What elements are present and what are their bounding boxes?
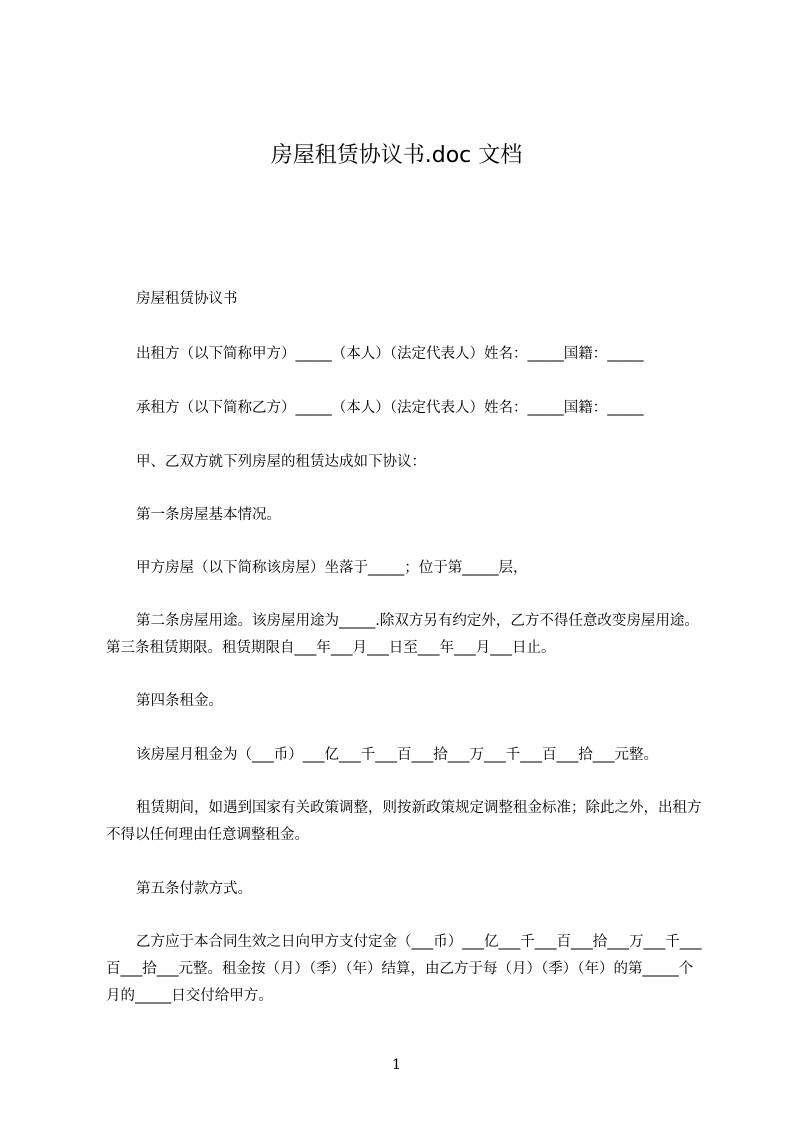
paragraph-rent-adjustment: 租赁期间，如遇到国家有关政策调整，则按新政策规定调整租金标准；除此之外，出租方不得以任何理由任意调整租金。 <box>106 800 702 843</box>
page-number: 1 <box>392 1057 401 1073</box>
paragraph-heading: 房屋租赁协议书 <box>136 291 238 307</box>
paragraph-lessee: 承租方（以下简称乙方）_____（本人）（法定代表人）姓名：_____国籍：_____ <box>136 400 644 416</box>
document-title: 房屋租赁协议书.doc 文档 <box>270 143 523 168</box>
paragraph-agreement-intro: 甲、乙双方就下列房屋的租赁达成如下协议： <box>136 454 426 470</box>
paragraph-property-location: 甲方房屋（以下简称该房屋）坐落于_____；位于第_____层， <box>136 560 528 576</box>
paragraph-article-4: 第四条租金。 <box>136 693 223 709</box>
paragraph-payment-method: 乙方应于本合同生效之日向甲方支付定金（___币）___亿___千___百___拾___万___千___百___拾___元整。租金按（月）（季）（年）结算，由乙方于每（月）（季）（年）的第_____个月的_____日交付给甲方。 <box>106 934 702 1004</box>
paragraph-article-5: 第五条付款方式。 <box>136 881 252 897</box>
paragraph-article-1: 第一条房屋基本情况。 <box>136 507 281 523</box>
paragraph-article-2-3: 第二条房屋用途。该房屋用途为_____.除双方另有约定外，乙方不得任意改变房屋用途。第三条租赁期限。租赁期限自___年___月___日至___年___月___日止。 <box>106 613 699 656</box>
paragraph-monthly-rent: 该房屋月租金为（___币）___亿___千___百___拾___万___千___百___拾___元整。 <box>136 747 658 763</box>
paragraph-lessor: 出租方（以下简称甲方）_____（本人）（法定代表人）姓名：_____国籍：_____ <box>136 346 644 362</box>
